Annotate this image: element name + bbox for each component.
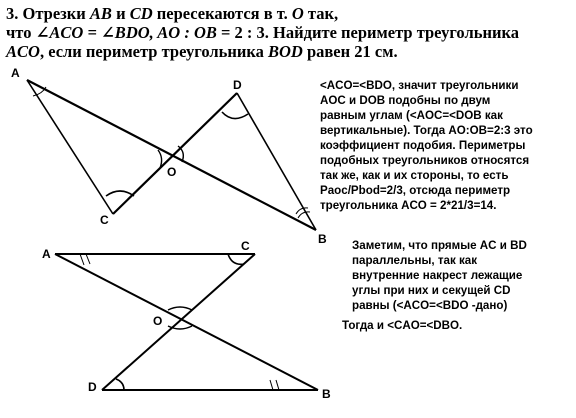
solution-text-2: Заметим, что прямые AC и BD параллельны, так как внутренние накрест лежащие углы при них и секущей CD равны (<ACO=<BDO -дано) [352,239,527,312]
solution-text-1: <ACO=<BDO, значит треугольники AOC и DOB подобны по двум равным углам (<AOC=<DOB как вертикальные). Тогда AO:OB=2:3 это коэффициент подобия. Периметры подобных треугольников относятся так же, как и их стороны, то есть Paoc/Pbod=2/3, отсюда периметр треугольника ACO = 2*21/3=14. [320,79,533,212]
problem-number: 3. [6,4,19,23]
label-o1: O [167,165,177,179]
problem-line-2: что ∠ACO = ∠BDO, AO : OB = 2 : 3. Найдите периметр треугольника [6,23,519,42]
segment-ac [27,80,113,214]
label-a2: A [42,247,51,261]
label-c1: C [100,213,109,227]
label-c2: C [241,239,250,253]
angle-arc-c [106,191,134,196]
label-o2: O [153,314,163,328]
angle-arc-o-left [158,150,162,168]
segment-cd [113,93,237,214]
label-d2: D [88,380,97,394]
figure-2 [55,254,318,390]
segment-cd-2 [102,254,255,390]
angle-arc-d-2 [116,379,124,390]
figure-1-labels [11,66,327,246]
label-b2: B [322,387,331,401]
label-a1: A [11,66,20,80]
label-d1: D [233,78,242,92]
solution-text-3: Тогда и <CAO=<DBO. [342,319,463,332]
figure-1 [27,80,316,230]
segment-ab-2 [55,254,318,390]
problem-line-3: ACO, если периметр треугольника BOD равен 21 см. [6,42,398,61]
problem-line-1: 3. Отрезки AB и CD пересекаются в т. O так, [6,4,339,23]
angle-tick-a-2 [80,254,90,265]
figure-2-labels [42,239,331,401]
label-b1: B [318,232,327,246]
angle-arc-o-top [168,307,192,310]
angle-arc-d [222,112,248,119]
angle-arc-c-2 [228,254,244,264]
angle-tick-b-2 [270,380,279,390]
